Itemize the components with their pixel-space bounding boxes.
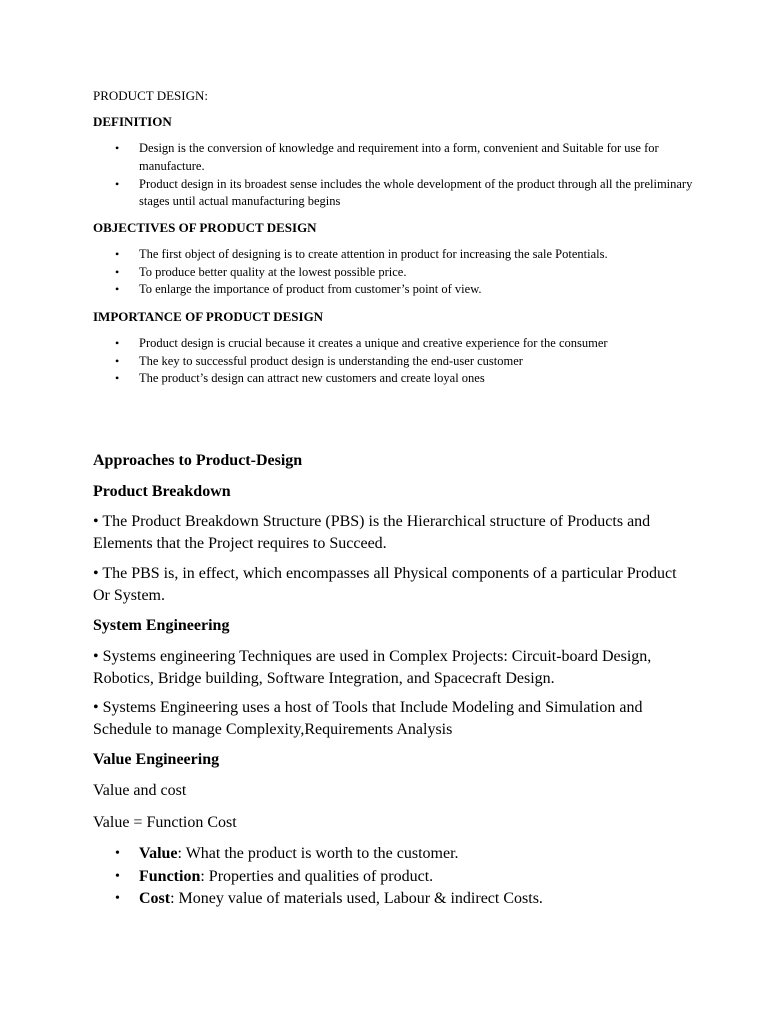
list-item bbox=[93, 281, 693, 299]
list-item bbox=[93, 176, 693, 211]
list-item bbox=[93, 246, 693, 264]
bullet-icon: • bbox=[115, 282, 120, 296]
bullet-icon: • bbox=[115, 846, 120, 861]
term-cost-desc: : Money value of materials used, Labour & indirect Costs. bbox=[170, 890, 543, 907]
term-cost: Cost bbox=[139, 890, 171, 907]
list-item-value bbox=[93, 843, 693, 866]
objectives-list bbox=[93, 246, 693, 299]
list-item-text: Design is the conversion of knowledge and requirement into a form, convenient and Suitable for use for manufacture. bbox=[139, 141, 659, 173]
list-item-text: The key to successful product design is understanding the end-user customer bbox=[139, 353, 523, 368]
objectives-heading bbox=[93, 219, 317, 236]
list-item bbox=[93, 353, 693, 371]
product-design-title-text: PRODUCT DESIGN bbox=[93, 88, 205, 103]
list-item-text: The first object of designing is to create attention in product for increasing the sale Potentials. bbox=[139, 247, 608, 261]
term-function-desc: : Properties and qualities of product. bbox=[200, 867, 434, 885]
importance-heading bbox=[93, 308, 323, 325]
objectives-heading-text: OBJECTIVES OF PRODUCT DESIGN bbox=[93, 220, 317, 235]
list-item bbox=[93, 264, 693, 282]
term-function: Function bbox=[139, 867, 201, 885]
product-breakdown-paragraph-2: • The PBS is, in effect, which encompasses all Physical components of a particular Product Or System. bbox=[93, 565, 677, 604]
list-item-text: To produce better quality at the lowest possible price. bbox=[139, 264, 407, 279]
list-item-text: The product’s design can attract new customers and create loyal ones bbox=[139, 371, 485, 385]
value-engineering-list bbox=[93, 843, 693, 911]
list-item bbox=[93, 370, 693, 388]
list-item-function bbox=[93, 866, 693, 889]
product-design-title bbox=[93, 87, 208, 104]
importance-list bbox=[93, 335, 693, 388]
approaches-heading: Approaches to Product-Design bbox=[93, 452, 303, 469]
system-engineering-paragraph-2: • Systems Engineering uses a host of Tools that Include Modeling and Simulation and Schedule to manage Complexity,Requirements Analysis bbox=[93, 699, 643, 738]
bullet-icon: • bbox=[115, 264, 120, 279]
list-item-text: Product design in its broadest sense includes the whole development of the product through all the preliminary stages until actual manufacturing begins bbox=[139, 176, 693, 208]
value-equation-line: Value = Function Cost bbox=[93, 814, 237, 831]
list-item-text: To enlarge the importance of product from customer’s point of view. bbox=[139, 282, 482, 296]
list-item-cost bbox=[93, 888, 693, 911]
value-and-cost-line: Value and cost bbox=[93, 782, 187, 799]
product-breakdown-heading: Product Breakdown bbox=[93, 483, 231, 500]
importance-heading-text: IMPORTANCE OF PRODUCT DESIGN bbox=[93, 309, 324, 324]
value-engineering-heading: Value Engineering bbox=[93, 751, 220, 768]
bullet-icon: • bbox=[115, 247, 120, 261]
definition-list bbox=[93, 140, 693, 211]
system-engineering-heading: System Engineering bbox=[93, 617, 230, 634]
bullet-icon: • bbox=[115, 176, 120, 191]
system-engineering-paragraph-1: • Systems engineering Techniques are used in Complex Projects: Circuit-board Design, Robotics, Bridge building, Software Integration, and Spacecraft Design. bbox=[93, 648, 652, 687]
bullet-icon: • bbox=[115, 336, 120, 350]
term-value: Value bbox=[139, 845, 178, 862]
product-breakdown-paragraph-1: • The Product Breakdown Structure (PBS) is the Hierarchical structure of Products and Elements that the Project requires to Succeed. bbox=[93, 513, 651, 552]
list-item bbox=[93, 140, 693, 175]
list-item-text: Product design is crucial because it creates a unique and creative experience for the consumer bbox=[139, 336, 608, 350]
product-design-title-colon: : bbox=[204, 88, 208, 103]
list-item bbox=[93, 335, 693, 353]
bullet-icon: • bbox=[115, 141, 120, 155]
definition-heading bbox=[93, 113, 172, 130]
bullet-icon: • bbox=[115, 868, 120, 884]
bullet-icon: • bbox=[115, 371, 120, 385]
bullet-icon: • bbox=[115, 353, 120, 368]
bullet-icon: • bbox=[115, 891, 120, 906]
term-value-desc: : What the product is worth to the customer. bbox=[177, 845, 459, 862]
definition-heading-text: DEFINITION bbox=[93, 114, 172, 129]
